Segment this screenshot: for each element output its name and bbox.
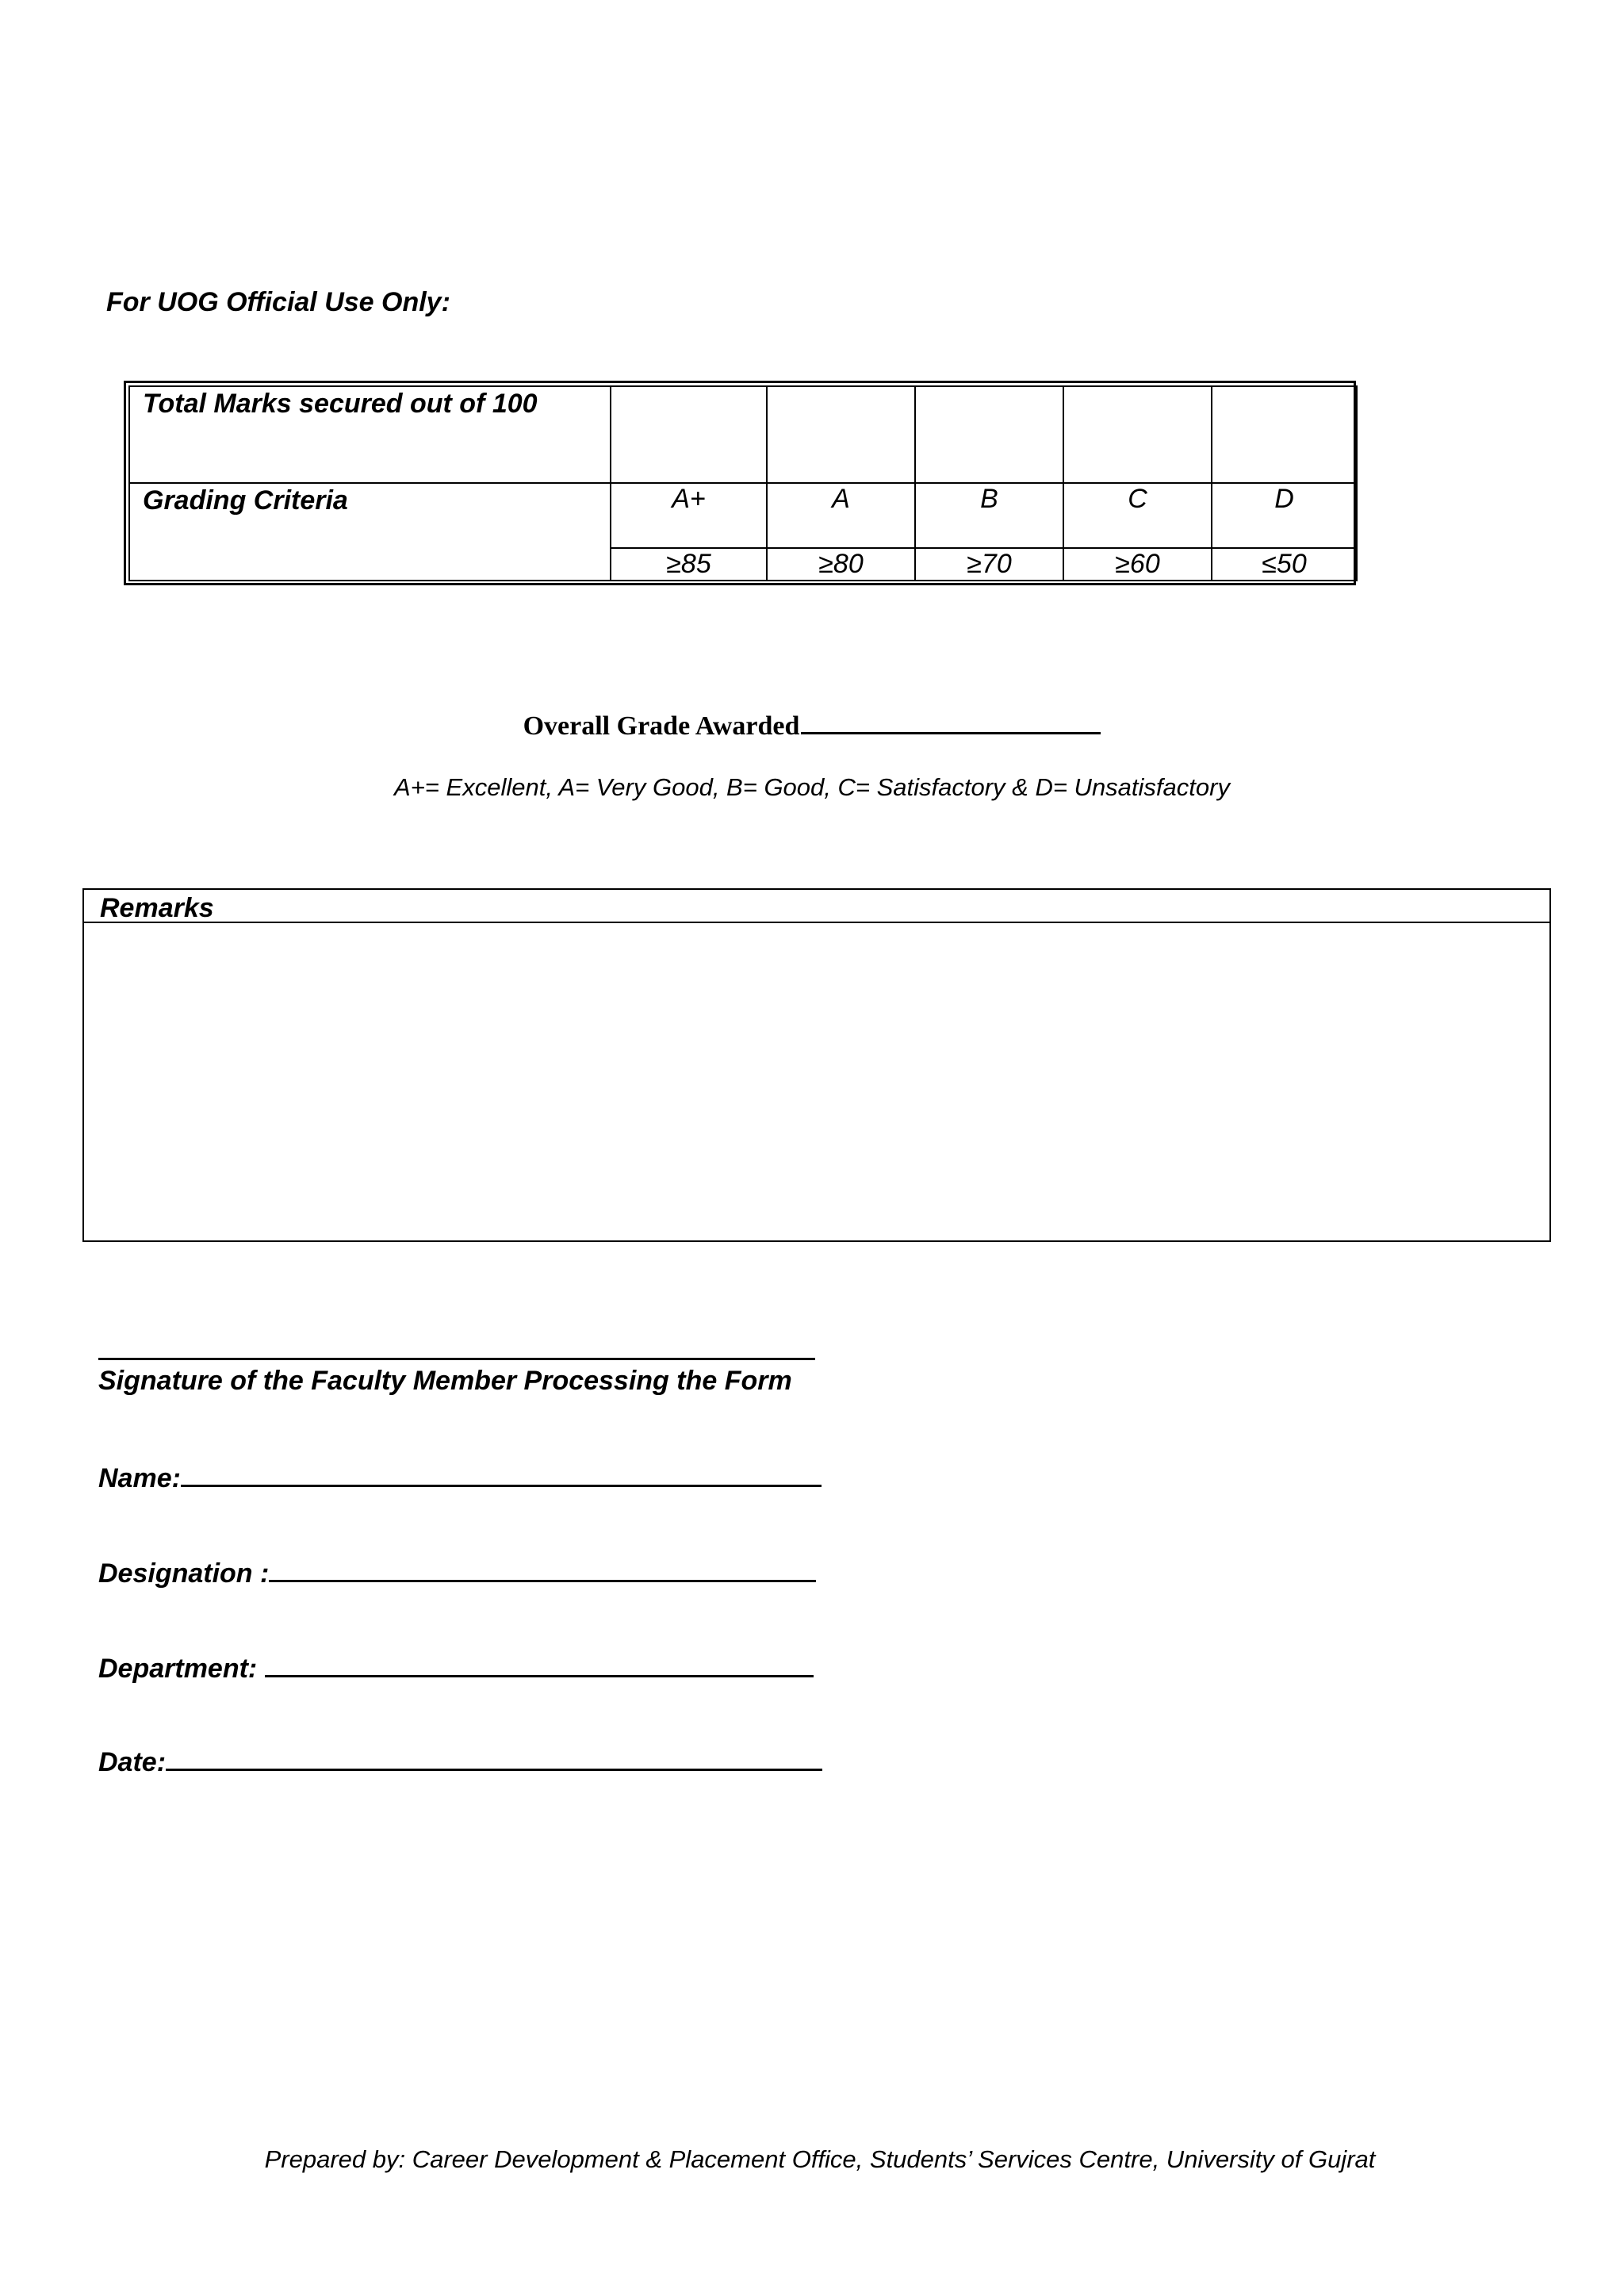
grading-criteria-label: Grading Criteria	[129, 483, 611, 581]
department-blank[interactable]	[265, 1651, 814, 1677]
name-blank[interactable]	[181, 1461, 822, 1487]
signature-line[interactable]	[98, 1358, 815, 1360]
remarks-box	[82, 888, 1551, 1242]
grade-header: A	[767, 483, 915, 548]
marks-cell-c[interactable]	[1063, 386, 1212, 483]
official-use-heading: For UOG Official Use Only:	[106, 287, 450, 317]
remarks-area[interactable]	[84, 923, 1549, 1240]
department-field	[98, 1651, 814, 1685]
remarks-label: Remarks	[84, 890, 1549, 923]
date-field	[98, 1745, 822, 1778]
grade-threshold: ≥80	[767, 548, 915, 581]
marks-cell-a[interactable]	[767, 386, 915, 483]
marks-cell-b[interactable]	[915, 386, 1063, 483]
grade-header: A+	[611, 483, 767, 548]
designation-field	[98, 1556, 816, 1589]
name-field	[98, 1461, 822, 1494]
grade-threshold: ≤50	[1212, 548, 1357, 581]
grade-header: C	[1063, 483, 1212, 548]
grade-legend: A+= Excellent, A= Very Good, B= Good, C= Satisfactory & D= Unsatisfactory	[394, 773, 1230, 801]
grade-header: B	[915, 483, 1063, 548]
prepared-by-footer: Prepared by: Career Development & Placement Office, Students’ Services Centre, University of Gujrat	[264, 2145, 1376, 2173]
date-blank[interactable]	[166, 1745, 822, 1771]
grade-header: D	[1212, 483, 1357, 548]
designation-label: Designation :	[98, 1558, 270, 1589]
grading-table-grid	[128, 385, 1358, 581]
overall-grade-label: Overall Grade Awarded	[523, 711, 800, 741]
marks-cell-d[interactable]	[1212, 386, 1357, 483]
signature-label: Signature of the Faculty Member Processing the Form	[98, 1366, 792, 1396]
grading-table	[124, 381, 1356, 585]
overall-grade-row	[0, 708, 1624, 742]
grade-threshold: ≥70	[915, 548, 1063, 581]
total-marks-label: Total Marks secured out of 100	[129, 386, 611, 483]
grade-threshold: ≥60	[1063, 548, 1212, 581]
grade-threshold: ≥85	[611, 548, 767, 581]
department-label: Department:	[98, 1654, 265, 1684]
date-label: Date:	[98, 1747, 167, 1777]
overall-grade-blank[interactable]	[801, 708, 1101, 734]
designation-blank[interactable]	[269, 1556, 816, 1582]
name-label: Name:	[98, 1463, 181, 1493]
marks-cell-a-plus[interactable]	[611, 386, 767, 483]
